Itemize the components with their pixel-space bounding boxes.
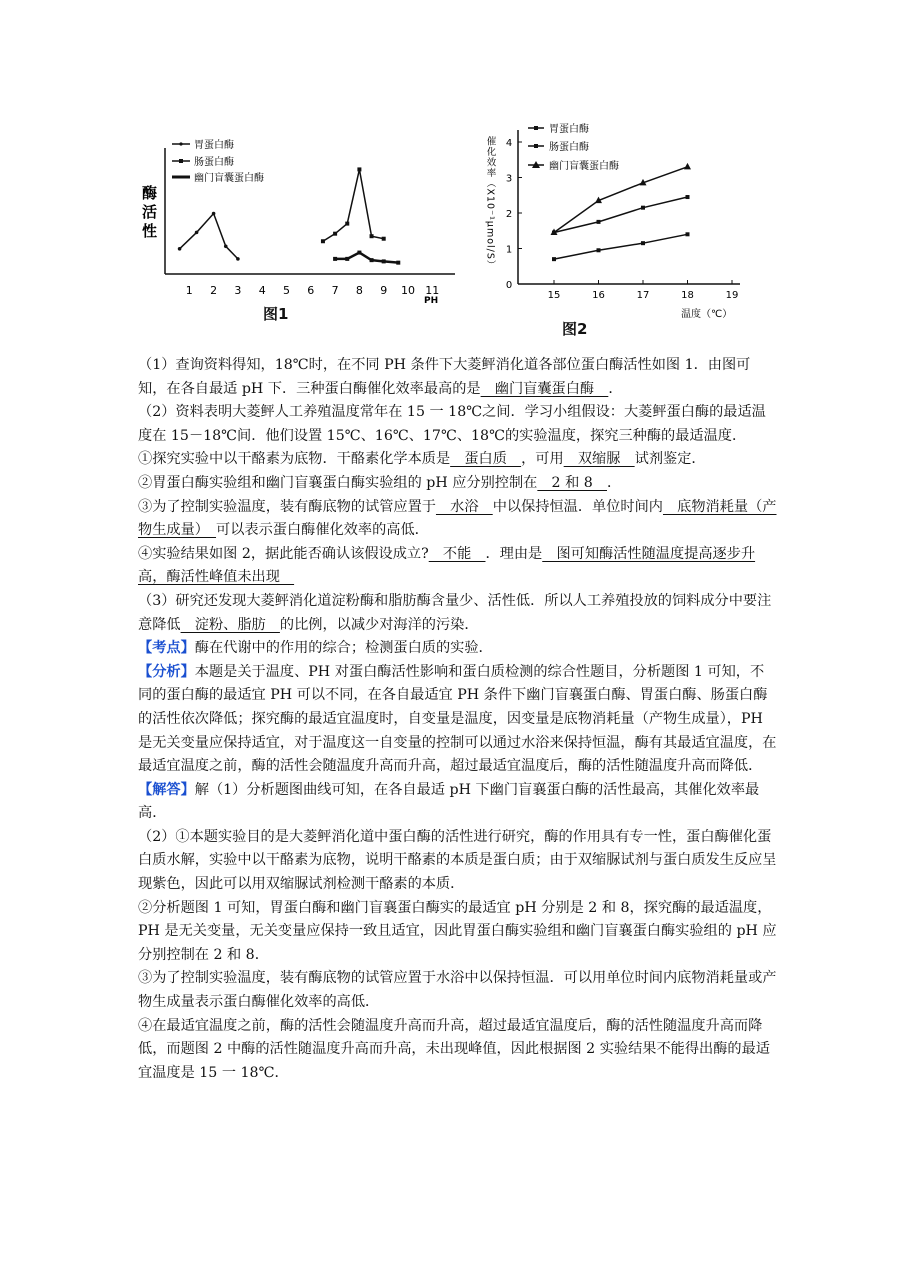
jieda-2: （2）①本题实验目的是大菱鲆消化道中蛋白酶的活性进行研究，酶的作用具有专一性，蛋白酶催化蛋白质水解，实验中以干酪素为底物，说明干酪素的本质是蛋白质；由于双缩脲试剂与蛋白质发生反应呈现紫色，因此可以用双缩脲试剂检测干酪素的本质． — [138, 828, 777, 893]
fig1-point — [370, 258, 374, 262]
question-2-3: ③为了控制实验温度，装有酶底物的试管应置于 水浴 中以保持恒温．单位时间内 底物消耗量（产物生成量） 可以表示蛋白酶催化效率的高低． — [138, 498, 777, 539]
figure-2 — [478, 118, 768, 343]
fig1-point — [357, 167, 361, 171]
fig1-x-tick: 11 — [425, 284, 440, 297]
fig2-point — [641, 241, 645, 245]
fig2-caption: 图2 — [562, 320, 588, 338]
figure-2-chart — [478, 118, 768, 343]
fig1-point — [236, 257, 240, 261]
answer-2-2: 2 和 8 — [537, 474, 607, 491]
fig1-x-tick: 8 — [355, 284, 363, 297]
fig2-x-label: 温度（℃） — [681, 309, 733, 320]
fig1-x-label: PH — [424, 296, 439, 306]
fig2-point — [597, 220, 601, 224]
jieda-3: ②分析题图 1 可知，胃蛋白酶和幽门盲襄蛋白酶实的最适宜 pH 分别是 2 和 8，探究酶的最适温度，PH 是无关变量，无关变量应保持一致且适宜，因此胃蛋白酶实验组和幽门盲襄蛋白酶实验组的 pH 应分别控制在 2 和 8． — [138, 899, 777, 963]
fig2-x-tick: 19 — [725, 290, 739, 301]
fig1-point — [333, 257, 337, 261]
fig1-x-tick: 7 — [331, 284, 339, 297]
fig1-point — [370, 234, 374, 238]
fenxi-tag: 【分析】 — [138, 663, 195, 680]
fig1-point — [333, 232, 337, 236]
question-1: （1）查询资料得知，18℃时，在不同 PH 条件下大菱鲆消化道各部位蛋白酶活性如图 1．由图可知，在各自最适 pH 下．三种蛋白酶催化效率最高的是 幽门盲囊蛋白酶 ． — [138, 357, 751, 397]
question-2-2: ②胃蛋白酶实验组和幽门盲襄蛋白酶实验组的 pH 应分别控制在 2 和 8 ． — [138, 474, 622, 491]
fig2-point — [641, 206, 645, 210]
fig1-legend — [172, 138, 264, 184]
answer-1: 幽门盲囊蛋白酶 — [480, 380, 609, 397]
fig1-point — [224, 244, 228, 248]
question-3: （3）研究还发现大菱鲆消化道淀粉酶和脂肪酶含量少、活性低．所以人工养殖投放的饲料成分中要注意降低 淀粉、脂肪 的比例，以减少对海洋的污染． — [138, 592, 772, 633]
fig1-point — [345, 222, 349, 226]
fig1-series-line — [335, 253, 398, 263]
answer-2-1a: 蛋白质 — [450, 451, 522, 468]
fig2-y-tick: 3 — [505, 173, 513, 185]
fig2-point — [686, 195, 690, 199]
solution-text — [138, 354, 778, 1085]
jieda-5: ④在最适宜温度之前，酶的活性会随温度升高而升高，超过最适宜温度后，酶的活性随温度升高而降低，而题图 2 中酶的活性随温度升高而升高，未出现峰值，因此根据图 2 实验结果不能得出酶的最适宜温度是 15 一 18℃． — [138, 1017, 770, 1081]
fenxi: 【分析】本题是关于温度、PH 对蛋白酶活性影响和蛋白质检测的综合性题目，分析题图 1 可知，不同的蛋白酶的最适宜 PH 可以不同，在各自最适宜 PH 条件下幽门盲襄蛋白酶、胃蛋白酶、肠蛋白酶的活性依次降低；探究酶的最适宜温度时，自变量是温度，因变量是底物消耗量（产物生成量），PH 是无关变量应保持适宜，对于温度这一自变量的控制可以通过水浴来保持恒温，酶有其最适宜温度，在最适宜温度之前，酶的活性会随温度升高而升高，超过最适宜温度后，酶的活性随温度升高而降低． — [138, 663, 777, 775]
answer-2-1b: 双缩脲 — [563, 451, 635, 468]
fig1-series-line — [180, 214, 238, 259]
fig1-x-tick: 3 — [234, 284, 242, 297]
fig1-caption: 图1 — [263, 305, 289, 323]
jieda-4: ③为了控制实验温度，装有酶底物的试管应置于水浴中以保持恒温．可以用单位时间内底物消耗量或产物生成量表示蛋白酶催化效率的高低． — [138, 970, 777, 1011]
fig2-y-tick: 1 — [505, 244, 513, 256]
fig2-point — [684, 163, 691, 170]
fig1-point — [382, 237, 386, 241]
fig2-legend-1: 胃蛋白酶 — [549, 124, 589, 135]
fig1-point — [382, 259, 386, 263]
question-2-intro: （2）资料表明大菱鲆人工养殖温度常年在 15 一 18℃之间．学习小组假设：大菱鲆蛋白酶的最适温度在 15－18℃间．他们设置 15℃、16℃、17℃、18℃的实验温度，探究三种酶的最适温度． — [138, 404, 766, 444]
fig2-x-tick: 17 — [636, 290, 650, 301]
question-2-4: ④实验结果如图 2，据此能否确认该假设成立? 不能 ．理由是 图可知酶活性随温度提高逐步升高，酶活性峰值未出现 — [138, 545, 756, 586]
fig1-point — [357, 251, 361, 255]
fig1-x-tick: 2 — [210, 284, 218, 297]
fig1-x-tick: 9 — [380, 284, 388, 297]
fig2-y-tick: 0 — [505, 280, 513, 291]
fig1-x-tick: 1 — [185, 284, 193, 297]
fig2-series-line — [554, 234, 688, 259]
fig1-point — [396, 261, 400, 265]
fig2-legend-2: 肠蛋白酶 — [549, 142, 589, 153]
fig2-x-tick: 16 — [592, 290, 605, 301]
fig2-y-label: 催化效率（X10⁻¹μmol/S） — [484, 136, 496, 271]
fig1-legend-1: 胃蛋白酶 — [194, 140, 234, 151]
fig1-point — [321, 239, 325, 243]
fig2-series-line — [554, 197, 688, 233]
fig1-point — [345, 257, 349, 261]
fig2-y-tick: 2 — [505, 209, 513, 220]
fig1-y-label: 酶活性 — [140, 185, 158, 242]
fig1-point — [212, 212, 216, 216]
fig1-legend-2: 肠蛋白酶 — [194, 157, 234, 168]
fig2-point — [597, 248, 601, 252]
fig2-point — [552, 257, 556, 261]
fig2-y-tick: 4 — [505, 138, 513, 149]
fig1-point — [178, 247, 182, 251]
fig2-legend-3: 幽门盲囊蛋白酶 — [549, 161, 619, 172]
fig2-series-line — [554, 167, 688, 233]
answer-2-3b: 底物消耗量（产物生成量） — [138, 498, 777, 539]
jieda-tag: 【解答】 — [138, 781, 195, 798]
question-2-1: ①探究实验中以干酪素为底物．干酪素化学本质是 蛋白质 ，可用 双缩脲 试剂鉴定． — [138, 451, 706, 468]
answer-2-3a: 水浴 — [435, 498, 493, 515]
fig1-legend-3: 幽门盲囊蛋白酶 — [194, 173, 264, 184]
kaodian: 【考点】酶在代谢中的作用的综合；检测蛋白质的实验． — [138, 640, 493, 657]
fig1-x-tick: 5 — [283, 284, 290, 297]
answer-2-4b: 图可知酶活性随温度提高逐步升高，酶活性峰值未出现 — [138, 545, 756, 586]
answer-2-4a: 不能 — [428, 545, 486, 562]
fig1-point — [195, 231, 199, 235]
fig2-legend — [528, 122, 619, 172]
fig1-series-line — [323, 169, 384, 241]
fig1-x-tick: 6 — [307, 284, 315, 297]
fig2-x-tick: 15 — [547, 290, 561, 301]
answer-3: 淀粉、脂肪 — [180, 616, 280, 633]
kaodian-tag: 【考点】 — [138, 640, 195, 657]
fig1-x-tick: 10 — [401, 284, 415, 297]
figure-1-chart — [130, 130, 460, 330]
fig2-point — [686, 232, 690, 236]
figure-1 — [130, 130, 460, 330]
fig1-x-tick: 4 — [258, 284, 266, 297]
jieda: 【解答】解（1）分析题图曲线可知，在各自最适 pH 下幽门盲襄蛋白酶的活性最高，其催化效率最高． — [138, 781, 760, 822]
fig2-x-tick: 18 — [681, 290, 694, 301]
